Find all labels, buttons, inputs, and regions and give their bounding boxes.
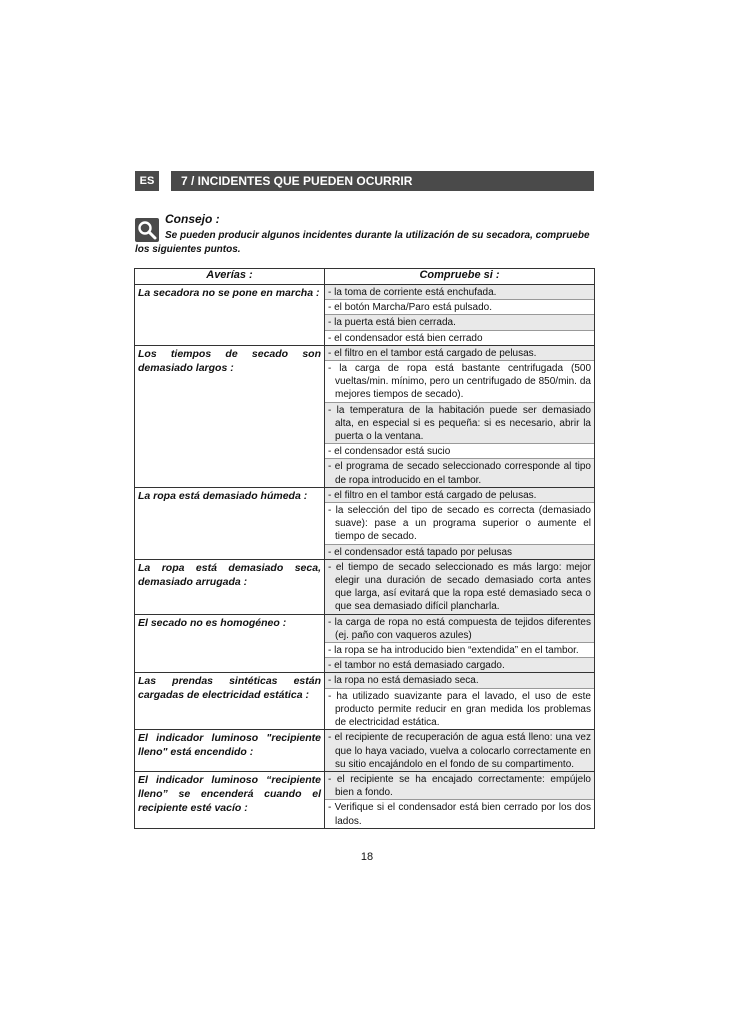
checks-cell — [325, 487, 595, 559]
check-item: - la puerta está bien cerrada. — [325, 315, 594, 330]
table-row — [135, 487, 595, 559]
table-row — [135, 614, 595, 673]
fault-cell: La ropa está demasiado húmeda : — [135, 487, 325, 559]
section-title: 7 / INCIDENTES QUE PUEDEN OCURRIR — [171, 171, 594, 191]
check-item: - la selección del tipo de secado es correcta (demasiado suave): pase a un programa superior o aumente el tiempo de secado. — [325, 503, 594, 545]
fault-cell: La secadora no se pone en marcha : — [135, 285, 325, 346]
fault-cell: El indicador luminoso “recipiente lleno” se encenderá cuando el recipiente esté vacío : — [135, 771, 325, 828]
page-number: 18 — [360, 851, 374, 863]
check-item: - el programa de secado seleccionado corresponde al tipo de ropa introducido en el tambor. — [325, 459, 594, 486]
check-item: - el botón Marcha/Paro está pulsado. — [325, 300, 594, 315]
check-item: - el condensador está sucio — [325, 444, 594, 459]
table-row — [135, 730, 595, 772]
checks-cell — [325, 285, 595, 346]
section-header — [135, 171, 594, 191]
troubleshooting-table — [134, 268, 595, 829]
checks-cell — [325, 771, 595, 828]
check-item: - el tiempo de secado seleccionado es más largo: mejor elegir una duración de secado demasiado corta antes que larga, así evitará que la ropa esté demasiado seca o que sea demasiado difícil plancharla. — [325, 560, 594, 614]
checks-cell — [325, 730, 595, 772]
check-item: - ha utilizado suavizante para el lavado, el uso de este producto permite reducir en gran medida los problemas de electricidad estática. — [328, 690, 591, 729]
checks-cell — [325, 345, 595, 487]
check-item: - el tambor no está demasiado cargado. — [325, 658, 594, 672]
check-item: - la ropa no está demasiado seca. — [325, 673, 594, 688]
checks-cell — [325, 559, 595, 614]
check-item: - la carga de ropa no está compuesta de tejidos diferentes (ej. paño con vaqueros azules) — [325, 615, 594, 643]
column-header-faults: Averías : — [135, 269, 325, 285]
fault-cell: Las prendas sintéticas están cargadas de electricidad estática : — [135, 673, 325, 730]
check-item: - el filtro en el tambor está cargado de pelusas. — [325, 488, 594, 503]
fault-cell: Los tiempos de secado son demasiado largos : — [135, 345, 325, 487]
fault-cell: El indicador luminoso "recipiente lleno" está encendido : — [135, 730, 325, 772]
check-item: - el condensador está tapado por pelusas — [325, 545, 594, 559]
check-item: - el recipiente se ha encajado correctamente: empújelo bien a fondo. — [325, 772, 594, 800]
column-header-checks: Compruebe si : — [325, 269, 595, 285]
table-row — [135, 345, 595, 487]
check-item: - la temperatura de la habitación puede ser demasiado alta, en especial si es pequeña: si es necesario, abrir la puerta o la ventana. — [325, 403, 594, 445]
check-item: - el filtro en el tambor está cargado de pelusas. — [325, 346, 594, 361]
table-row — [135, 673, 595, 730]
table-row — [135, 559, 595, 614]
tip-title: Consejo : — [165, 212, 220, 226]
check-item: - Verifique si el condensador está bien cerrado por los dos lados. — [328, 802, 591, 827]
table-row — [135, 771, 595, 828]
checks-cell — [325, 614, 595, 673]
language-tab: ES — [135, 171, 159, 191]
fault-cell: La ropa está demasiado seca, demasiado arrugada : — [135, 559, 325, 614]
check-item: - el recipiente de recuperación de agua está lleno: una vez que lo haya vaciado, vuelva a colocarlo correctamente en su sitio encajándolo en el fondo de su compartimento. — [325, 730, 594, 771]
checks-cell — [325, 673, 595, 730]
tip-text: Se pueden producir algunos incidentes durante la utilización de su secadora, compruebe los siguientes puntos. — [135, 230, 590, 255]
fault-cell: El secado no es homogéneo : — [135, 614, 325, 673]
check-item: - el condensador está bien cerrado — [328, 332, 483, 344]
table-header-row — [135, 269, 595, 285]
table-row — [135, 285, 595, 346]
check-item: - la carga de ropa está bastante centrifugada (500 vueltas/min. mínimo, pero un centrifugado de 850/min. da mejores tiempos de secado). — [325, 361, 594, 403]
check-item: - la toma de corriente está enchufada. — [325, 285, 594, 300]
check-item: - la ropa se ha introducido bien “extendida” en el tambor. — [325, 643, 594, 658]
